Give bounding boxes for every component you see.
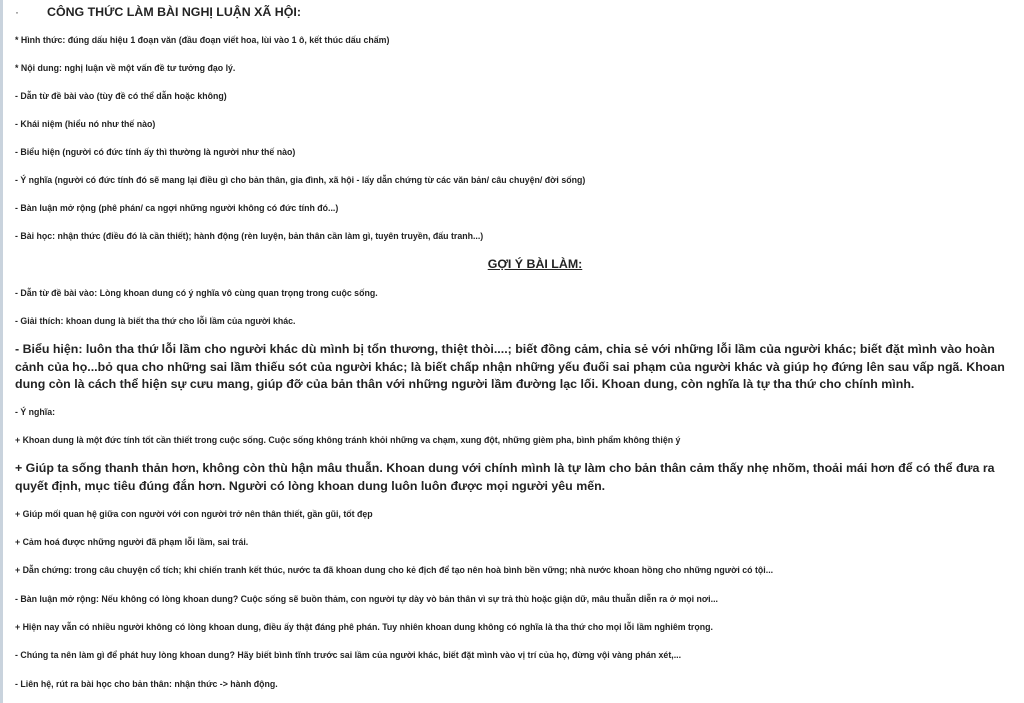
suggestion-heading: GỢI Ý BÀI LÀM: — [487, 257, 583, 271]
suggestion-meaning-4: + Cảm hoá được những người đã phạm lỗi lầm, sai trái. — [15, 537, 249, 547]
formula-content: * Nội dung: nghị luận về một vấn đề tư tưởng đạo lý. — [15, 63, 236, 73]
formula-lesson: - Bài học: nhận thức (điều đó là cần thiết); hành động (rèn luyện, bản thân cần làm gì, tuyên truyền, đấu tranh...) — [15, 231, 484, 241]
suggestion-lesson: - Liên hệ, rút ra bài học cho bản thân: nhận thức -> hành động. — [15, 679, 278, 689]
suggestion-criticism: + Hiện nay vẫn có nhiều người không có lòng khoan dung, điều ấy thật đáng phê phán. Tuy nhiên khoan dung không có nghĩa là tha thứ cho mọi lỗi lầm nghiêm trọng. — [15, 622, 713, 632]
formula-expression: - Biểu hiện (người có đức tính ấy thì thường là người như thế nào) — [15, 147, 296, 157]
page-title: CÔNG THỨC LÀM BÀI NGHỊ LUẬN XÃ HỘI: — [47, 5, 301, 19]
suggestion-evidence: + Dẫn chứng: trong câu chuyện cổ tích; khi chiến tranh kết thúc, nước ta đã khoan dung cho kẻ địch để tạo nên hoà bình bền vững; nhà nước khoan hồng cho những người có tội... — [15, 565, 774, 575]
suggestion-meaning-2: + Giúp ta sống thanh thản hơn, không còn thù hận mâu thuẫn. Khoan dung với chính mình là tự làm cho bản thân cảm thấy nhẹ nhõm, thoải mái hơn để có thể đưa ra quyết định, mục tiêu đúng đắn hơn. Người có lòng khoan dung luôn luôn được mọi người yêu mến. — [15, 461, 995, 493]
title-bullet: · — [15, 5, 19, 19]
formula-concept: - Khái niệm (hiểu nó như thế nào) — [15, 119, 156, 129]
formula-intro: - Dẫn từ đề bài vào (tùy đề có thể dẫn hoặc không) — [15, 91, 227, 101]
suggestion-discussion: - Bàn luận mở rộng: Nếu không có lòng khoan dung? Cuộc sống sẽ buồn thảm, con người tự dày vò bản thân vì sự trả thù hoặc giận dữ, mâu thuẫn diễn ra ở mọi nơi... — [15, 594, 718, 604]
formula-form: * Hình thức: đúng dấu hiệu 1 đoạn văn (đầu đoạn viết hoa, lùi vào 1 ô, kết thúc dấu chấm) — [15, 35, 390, 45]
formula-meaning: - Ý nghĩa (người có đức tính đó sẽ mang lại điều gì cho bản thân, gia đình, xã hội - lấy dẫn chứng từ các văn bản/ câu chuyện/ đời sống) — [15, 175, 586, 185]
formula-discussion: - Bàn luận mở rộng (phê phán/ ca ngợi những người không có đức tính đó...) — [15, 203, 339, 213]
suggestion-intro: - Dẫn từ đề bài vào: Lòng khoan dung có ý nghĩa vô cùng quan trọng trong cuộc sống. — [15, 288, 378, 298]
suggestion-meaning-3: + Giúp mối quan hệ giữa con người với con người trở nên thân thiết, gần gũi, tốt đẹp — [15, 509, 373, 519]
suggestion-meaning-1: + Khoan dung là một đức tính tốt cần thiết trong cuộc sống. Cuộc sống không tránh khỏi những va chạm, xung đột, những gièm pha, bình phẩm không thiện ý — [15, 435, 681, 445]
suggestion-explanation: - Giải thích: khoan dung là biết tha thứ cho lỗi lầm của người khác. — [15, 316, 296, 326]
suggestion-meaning-heading: - Ý nghĩa: — [15, 407, 56, 417]
suggestion-action: - Chúng ta nên làm gì để phát huy lòng khoan dung? Hãy biết bình tĩnh trước sai lầm của người khác, biết đặt mình vào vị trí của họ, đừng vội vàng phán xét,... — [15, 650, 682, 660]
suggestion-expression: - Biểu hiện: luôn tha thứ lỗi lầm cho người khác dù mình bị tổn thương, thiệt thòi....; biết đồng cảm, chia sẻ với những lỗi lầm của người khác; biết đặt mình vào hoàn cảnh của họ...bỏ qua cho những sai lầm thiếu sót của người khác; là biết chấp nhận những yếu đuối sai phạm của người khác và giúp họ đứng lên sau vấp ngã. Khoan dung còn là cách thể hiện sự cưu mang, giúp đỡ của bản thân với những người lầm đường lạc lối. Khoan dung, còn nghĩa là tự tha thứ cho chính mình. — [15, 342, 1005, 391]
